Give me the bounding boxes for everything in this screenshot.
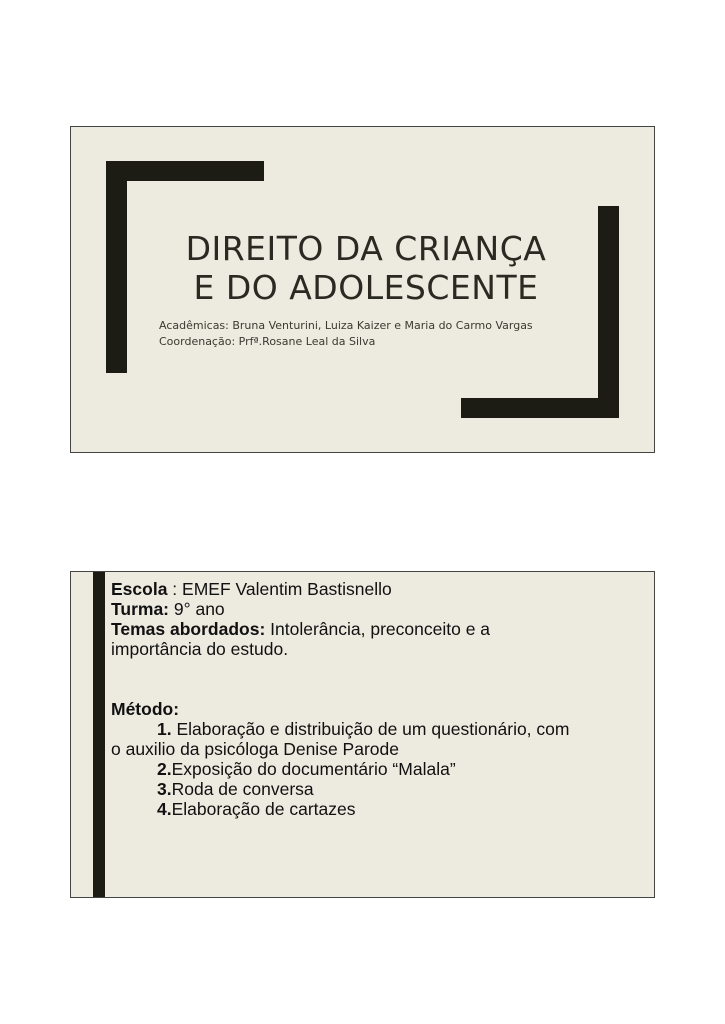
method-step-1-continued: o auxilio da psicóloga Denise Parode (111, 739, 399, 759)
method-step-4 (111, 799, 646, 819)
class-label: Turma: (111, 599, 170, 619)
slide-title-line-1: DIREITO DA CRIANÇA (185, 229, 547, 268)
bracket-top-left-horizontal (106, 161, 264, 181)
slide-title (131, 229, 601, 307)
class-value: 9° ano (169, 599, 225, 619)
step-3-text: Roda de conversa (171, 779, 314, 799)
school-label: Escola (111, 579, 168, 599)
step-4-number: 4. (157, 799, 172, 819)
method-line (111, 699, 646, 719)
method-step-2 (111, 759, 646, 779)
class-line (111, 599, 646, 619)
topics-label: Temas abordados: (111, 619, 266, 639)
school-value: : EMEF Valentim Bastisnello (167, 579, 392, 599)
topics-value: Intolerância, preconceito e a (265, 619, 491, 639)
step-4-text: Elaboração de cartazes (171, 799, 356, 819)
bracket-bottom-right-horizontal (461, 398, 619, 418)
method-step-1 (111, 719, 646, 739)
method-step-3 (111, 779, 646, 799)
coordination-text: Coordenação: Prfª.Rosane Leal da Silva (159, 335, 376, 348)
step-1-text: Elaboração e distribuição de um questionário, com (171, 719, 570, 739)
method-label: Método: (111, 699, 180, 719)
academics-text: Acadêmicas: Bruna Venturini, Luiza Kaizer e Maria do Carmo Vargas (159, 319, 533, 332)
topics-line (111, 619, 646, 639)
step-1-number: 1. (157, 719, 172, 739)
content-slide (70, 571, 655, 898)
bracket-top-left-vertical (106, 161, 127, 373)
school-line (111, 579, 646, 599)
topics-line-continued: importância do estudo. (111, 639, 289, 659)
bracket-bottom-right-vertical (598, 206, 619, 418)
step-2-number: 2. (157, 759, 172, 779)
slide-title-line-2: E DO ADOLESCENTE (193, 268, 539, 307)
slide-subtitle (159, 318, 533, 350)
step-2-text: Exposição do documentário “Malala” (171, 759, 456, 779)
title-slide (70, 126, 655, 453)
left-accent-stripe (93, 572, 105, 897)
slide-content (111, 579, 646, 819)
step-3-number: 3. (157, 779, 172, 799)
